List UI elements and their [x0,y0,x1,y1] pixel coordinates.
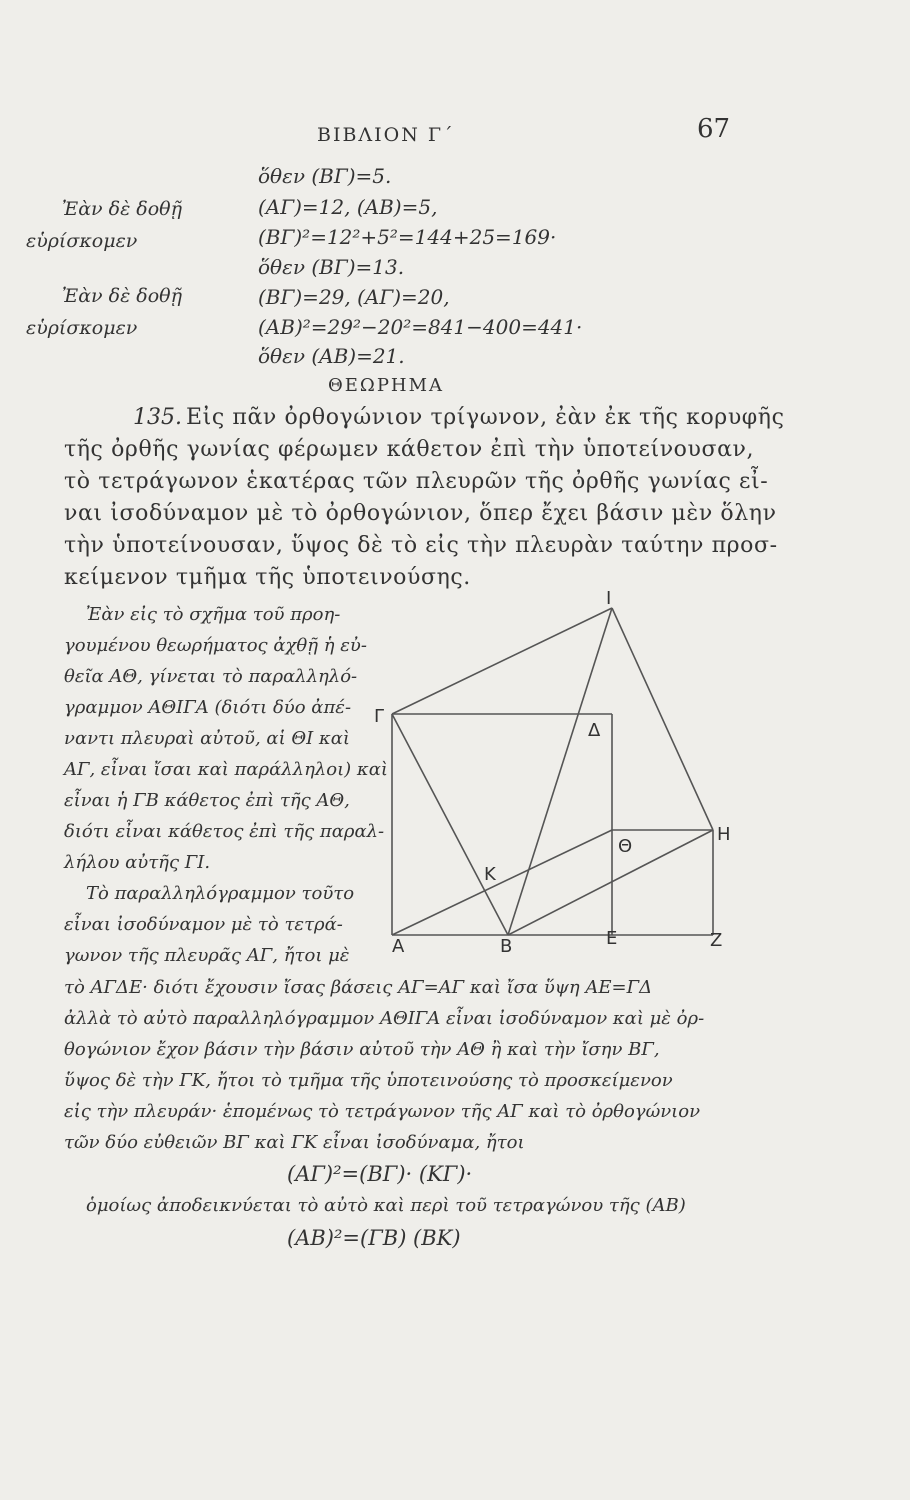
proof-line: ναντι πλευραὶ αὐτοῦ, αἱ ΘΙ καὶ [64,728,350,749]
theorem-line: τῆς ὀρθῆς γωνίας φέρωμεν κάθετον ἐπὶ τὴν ὑποτείνουσαν, [64,437,755,462]
segment-bh [508,830,713,935]
geometry-figure [374,588,740,957]
closing-line: ὁμοίως ἀποδεικνύεται τὸ αὐτὸ καὶ περὶ τοῦ τετραγώνου τῆς (ΑΒ) [86,1195,686,1216]
proof-line: γραμμον ΑΘΙΓΑ (διότι δύο ἀπέ- [64,697,352,718]
theorem-line: ναι ἰσοδύναμον μὲ τὸ ὀρθογώνιον, ὅπερ ἔχει βάσιν μὲν ὅλην [64,501,777,526]
segment-a-th [392,830,612,935]
theorem-heading: ΘΕΩΡΗΜΑ [328,375,445,396]
proof-line: γωνον τῆς πλευρᾶς ΑΓ, ἤτοι μὲ [64,945,350,966]
example-label: Ἐὰν δὲ δοθῇ [62,198,183,220]
label-k: Κ [484,864,496,885]
proof-line: Τὸ παραλληλόγραμμον τοῦτο [86,883,355,904]
segment-gb [392,714,508,935]
label-g: Γ [374,706,385,727]
label-e: Ε [606,928,618,949]
segment-gi [392,608,612,714]
proof-line: εἶναι ἰσοδύναμον μὲ τὸ τετρά- [64,914,343,935]
label-a: Α [392,936,405,957]
example-label: Ἐὰν δὲ δοθῇ [62,285,183,307]
label-d: Δ [588,720,601,741]
running-head: ΒΙΒΛΙΟΝ Γ΄ [317,124,455,146]
label-b: Β [500,936,513,957]
formula-ab-squared: (ΑΒ)²=(ΓΒ) (ΒΚ) [287,1226,461,1250]
example-line: (ΑΓ)=12, (ΑΒ)=5, [258,195,438,219]
theorem-number: 135. [133,405,182,430]
proof-line: γουμένου θεωρήματος ἀχθῇ ἡ εὐ- [64,635,367,656]
proof-line: ὕψος δὲ τὴν ΓΚ, ἤτοι τὸ τμῆμα τῆς ὑποτεινούσης τὸ προσκείμενον [64,1070,673,1091]
proof-line: λήλου αὐτῆς ΓΙ. [64,852,211,873]
proof-line: θογώνιον ἔχον βάσιν τὴν βάσιν αὐτοῦ τὴν ΑΘ ἢ καὶ τὴν ἴσην ΒΓ, [64,1039,660,1060]
proof-line: θεῖα ΑΘ, γίνεται τὸ παραλληλό- [64,666,358,687]
proof-line: ἀλλὰ τὸ αὐτὸ παραλληλόγραμμον ΑΘΙΓΑ εἶναι ἰσοδύναμον καὶ μὲ ὀρ- [64,1008,705,1029]
example-line: (ΑΒ)²=29²−20²=841−400=441· [258,315,583,339]
example-line: (ΒΓ)=29, (ΑΓ)=20, [258,285,450,309]
example-line: ὅθεν (ΒΓ)=13. [258,255,405,279]
proof-line: τῶν δύο εὐθειῶν ΒΓ καὶ ΓΚ εἶναι ἰσοδύναμα, ἤτοι [64,1132,525,1153]
page-number: 67 [697,114,731,144]
example-line: ὅθεν (ΒΓ)=5. [258,164,392,188]
example-line: (ΒΓ)²=12²+5²=144+25=169· [258,225,557,249]
theorem-line: τὸ τετράγωνον ἑκατέρας τῶν πλευρῶν τῆς ὀρθῆς γωνίας εἶ- [64,469,769,494]
label-i: Ι [606,588,612,609]
theorem-line: Εἰς πᾶν ὀρθογώνιον τρίγωνον, ἐὰν ἐκ τῆς κορυφῆς [186,405,785,430]
segment-ih [612,608,713,830]
segment-bi [508,608,612,935]
example-line: ὅθεν (ΑΒ)=21. [258,344,405,368]
proof-line: εἰς τὴν πλευράν· ἑπομένως τὸ τετράγωνον τῆς ΑΓ καὶ τὸ ὀρθογώνιον [64,1101,701,1122]
label-h: Η [717,824,731,845]
proof-line: ΑΓ, εἶναι ἴσαι καὶ παράλληλοι) καὶ [64,759,388,780]
proof-line: τὸ ΑΓΔΕ· διότι ἔχουσιν ἴσας βάσεις ΑΓ=ΑΓ καὶ ἴσα ὕψη ΑΕ=ΓΔ [64,977,653,998]
formula-ag-squared: (ΑΓ)²=(ΒΓ)· (ΚΓ)· [287,1162,473,1186]
proof-line: εἶναι ἡ ΓΒ κάθετος ἐπὶ τῆς ΑΘ, [64,790,350,811]
example-label: εὑρίσκομεν [26,230,138,252]
theorem-line: κείμενον τμῆμα τῆς ὑποτεινούσης. [64,565,471,590]
proof-line: Ἐὰν εἰς τὸ σχῆμα τοῦ προη- [86,604,341,625]
example-label: εὑρίσκομεν [26,317,138,339]
label-th: Θ [618,836,633,857]
proof-line: διότι εἶναι κάθετος ἐπὶ τῆς παραλ- [64,821,385,842]
label-z: Ζ [710,930,723,951]
theorem-line: τὴν ὑποτείνουσαν, ὕψος δὲ τὸ εἰς τὴν πλευρὰν ταύτην προσ- [64,533,778,558]
